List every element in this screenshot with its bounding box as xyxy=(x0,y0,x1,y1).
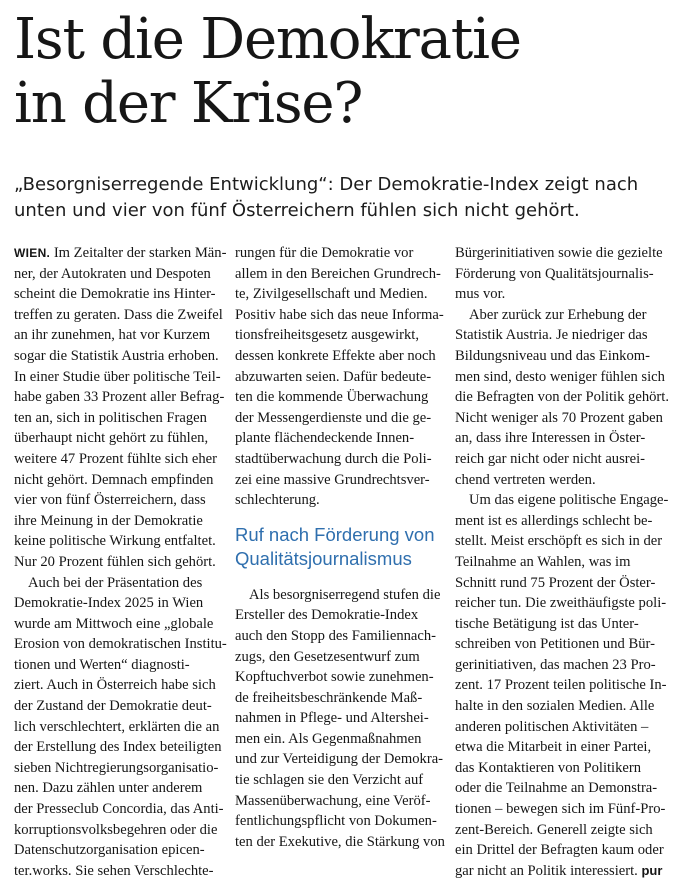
body-line: Ersteller des Demokratie-Index xyxy=(235,607,419,624)
body-line: Teilnahme an Wahlen, was im xyxy=(455,553,631,570)
body-line: reich gar nicht oder nicht ausrei- xyxy=(455,450,646,467)
body-line: keine politische Wirkung entfaltet. xyxy=(14,533,216,550)
body-line: tionen – bewegen sich im Fünf-Pro- xyxy=(455,801,666,818)
body-line: abzuwarten seien. Dafür bedeute- xyxy=(235,368,432,385)
body-line: In einer Studie über politische Teil- xyxy=(14,368,221,385)
body-line: ziert. Auch in Österreich habe sich xyxy=(14,677,216,694)
body-line: habe gaben 33 Prozent aller Befrag- xyxy=(14,389,225,406)
body-line: Als besorgniserregend stufen die xyxy=(249,586,441,603)
body-line: Schnitt rund 75 Prozent der Öster- xyxy=(455,574,656,591)
body-line: Statistik Austria. Je niedriger das xyxy=(455,327,648,344)
body-line: men ein. Als Gegenmaßnahmen xyxy=(235,730,422,747)
body-line: nahmen in Pflege- und Altershei- xyxy=(235,710,429,727)
body-line: tie schlagen sie den Verzicht auf xyxy=(235,772,424,789)
article-headline xyxy=(14,8,664,136)
body-line: weitere 47 Prozent fühlte sich eher xyxy=(14,450,218,467)
body-line: an ihr zunehmen, hat vor Kurzem xyxy=(14,327,211,344)
author-mark: pur xyxy=(641,862,663,878)
body-line: schreiben von Petitionen und Bür- xyxy=(455,636,655,653)
body-line: scheint die Demokratie ins Hinter- xyxy=(14,286,216,303)
body-line: stellt. Meist erschöpft es sich in der xyxy=(455,533,663,550)
body-line-text: gar nicht an Politik interessiert. xyxy=(455,862,642,879)
body-line: fentlichungspflicht von Dokumen- xyxy=(235,813,437,830)
article-column-1 xyxy=(14,243,227,879)
body-line: te, Zivilgesellschaft und Medien. xyxy=(235,286,428,303)
body-line: oder die Teilnahme an Demonstra- xyxy=(455,780,658,797)
body-line: allem in den Bereichen Grundrech- xyxy=(235,265,441,282)
body-line xyxy=(14,243,227,264)
body-line: reicher tun. Die zweithäufigste poli- xyxy=(455,595,667,612)
body-line: chend vertreten werden. xyxy=(455,471,596,488)
subheading-line-1: Ruf nach Förderung von xyxy=(235,523,435,545)
body-line: zugs, den Gesetzesentwurf zum xyxy=(235,648,420,665)
body-line: Datenschutzorganisation epicen- xyxy=(14,842,205,859)
body-line: anderen politischen Aktivitäten – xyxy=(455,718,649,735)
body-line: nicht gehört. Demnach empfinden xyxy=(14,471,214,488)
body-line: halte in den sozialen Medien. Alle xyxy=(455,698,655,715)
body-line: ten an, sich in politischen Fragen xyxy=(14,409,207,426)
body-line: mus vor. xyxy=(455,286,506,303)
body-line: der Erstellung des Index beteiligten xyxy=(14,739,222,756)
headline-line-2: in der Krise? xyxy=(14,71,363,136)
body-line: tische Betätigung ist das Unter- xyxy=(455,615,639,632)
body-line: treffen zu geraten. Dass die Zweifel xyxy=(14,306,223,323)
body-line: auch den Stopp des Familiennach- xyxy=(235,627,437,644)
body-line: Erosion von demokratischen Institu- xyxy=(14,636,227,653)
body-line: gerinitiativen, das machen 23 Pro- xyxy=(455,656,656,673)
body-line: men sind, desto weniger fühlen sich xyxy=(455,368,665,385)
article-lead xyxy=(14,172,664,224)
body-line: Massenüberwachung, eine Veröf- xyxy=(235,792,431,809)
body-line-text: Im Zeitalter der starken Män- xyxy=(50,245,227,261)
body-line: vier von fünf Österreichern, dass xyxy=(14,492,206,509)
body-line: Bürgerinitiativen sowie die gezielte xyxy=(455,245,663,261)
body-line xyxy=(455,861,663,881)
body-line: Positiv habe sich das neue Informa- xyxy=(235,306,444,323)
body-line: plante flächendeckende Innen- xyxy=(235,430,415,447)
headline-line-1: Ist die Demokratie xyxy=(14,7,521,72)
lead-line-2: unten und vier von fünf Österreichern fühlen sich nicht gehört. xyxy=(14,200,580,221)
body-line: zei eine massive Grundrechtsver- xyxy=(235,471,430,488)
body-line: ment ist es allerdings schlecht be- xyxy=(455,512,653,529)
body-line: wurde am Mittwoch eine „globale xyxy=(14,615,214,632)
body-line: ihre Meinung in der Demokratie xyxy=(14,512,203,529)
body-line: nen. Dazu zählen unter anderem xyxy=(14,780,203,797)
body-line: de freiheitsbeschränkende Maß- xyxy=(235,689,423,706)
body-line: ter.works. Sie sehen Verschlechte- xyxy=(14,862,214,879)
lead-line-1: „Besorgniserregende Entwicklung“: Der Demokratie-Index zeigt nach xyxy=(14,174,639,195)
body-line: Demokratie-Index 2025 in Wien xyxy=(14,595,204,612)
body-line: Aber zurück zur Erhebung der xyxy=(469,306,647,323)
body-line: ten die kommende Überwachung xyxy=(235,389,429,406)
article-column-2 xyxy=(235,243,445,850)
body-line: die Befragten von der Politik gehört. xyxy=(455,389,669,406)
body-line: zent. 17 Prozent teilen politische In- xyxy=(455,677,667,694)
body-line: stadtüberwachung durch die Poli- xyxy=(235,450,432,467)
article-column-3 xyxy=(455,243,669,879)
body-line: zent-Bereich. Generell zeigte sich xyxy=(455,821,653,838)
body-line: tionsfreiheitsgesetz ausgewirkt, xyxy=(235,327,419,344)
subheading-line-2: Qualitätsjournalismus xyxy=(235,547,412,569)
body-line: der Presseclub Concordia, das Anti- xyxy=(14,801,224,818)
body-line: sogar die Statistik Austria erhoben. xyxy=(14,347,219,364)
body-line: der Messengerdienste und die ge- xyxy=(235,409,432,426)
body-line: Kopftuchverbot sowie zunehmen- xyxy=(235,669,434,686)
body-line: Nur 20 Prozent fühlen sich gehört. xyxy=(14,553,216,570)
body-line: Förderung von Qualitätsjournalis- xyxy=(455,265,654,282)
body-line: überhaupt nicht gehört zu fühlen, xyxy=(14,430,209,447)
body-line: der Zustand der Demokratie deut- xyxy=(14,698,212,715)
body-line: schlechterung. xyxy=(235,492,320,509)
body-line: lich verschlechtert, erklärten die an xyxy=(14,718,220,735)
body-line: Auch bei der Präsentation des xyxy=(28,574,203,591)
body-line: das Kontaktieren von Politikern xyxy=(455,759,642,776)
body-line: dessen konkrete Effekte aber noch xyxy=(235,347,436,364)
body-line: an, dass ihre Interessen in Öster- xyxy=(455,430,646,447)
body-line: ten der Exekutive, die Stärkung von xyxy=(235,833,445,850)
body-line: Bildungsniveau und das Einkom- xyxy=(455,347,650,364)
body-line: ein Drittel der Befragten kaum oder xyxy=(455,842,664,859)
body-line: sieben Nichtregierungsorganisatio- xyxy=(14,759,219,776)
dateline: WIEN. xyxy=(14,246,51,260)
body-line: tionen und Werten“ diagnosti- xyxy=(14,656,190,673)
article-subheading xyxy=(235,523,438,571)
body-line: und zur Verteidigung der Demokra- xyxy=(235,751,444,768)
body-line: korruptionsvolksbegehren oder die xyxy=(14,821,218,838)
body-line: rungen für die Demokratie vor xyxy=(235,245,414,261)
body-line: etwa die Mitarbeit in einer Partei, xyxy=(455,739,652,756)
body-line: ner, der Autokraten und Despoten xyxy=(14,265,211,282)
body-line: Um das eigene politische Engage- xyxy=(469,492,669,509)
body-line: Nicht weniger als 70 Prozent gaben xyxy=(455,409,663,426)
